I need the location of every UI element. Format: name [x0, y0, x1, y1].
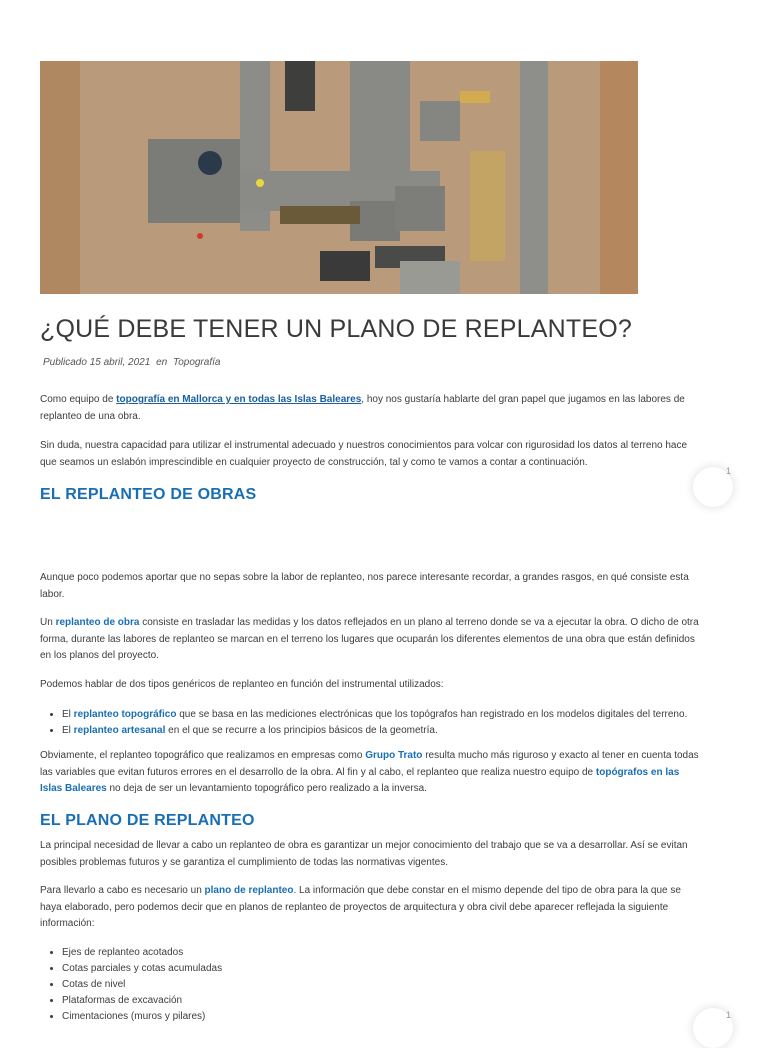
list-item: • Cotas parciales y cotas acumuladas: [62, 961, 742, 977]
section2-paragraph-2: [40, 883, 700, 933]
text: El: [62, 725, 74, 736]
replanteo-topografico-link[interactable]: replanteo topográfico: [73, 709, 177, 720]
text: Obviamente, el replanteo topográfico que realizamos en empresas como: [40, 750, 366, 761]
section2-paragraph-1: La principal necesidad de llevar a cabo un replanteo de obra es garantizar un mejor conocimiento del trabajo que se va a desarrollar. Así se evitan posibles problemas futuros y se garantiza el cumplimiento de todas las normativas vigentes.: [40, 840, 688, 868]
category-link[interactable]: Topografía: [173, 357, 221, 368]
text: , hoy nos gustaría hablarte del gran papel que jugamos en las labores de replanteo de una obra.: [40, 394, 685, 422]
section1-paragraph-4: [40, 748, 700, 798]
text: El: [62, 709, 74, 720]
topografos-baleares-link[interactable]: topógrafos en las Islas Baleares: [40, 766, 680, 794]
list-item: • Ejes de replanteo acotados: [62, 945, 742, 961]
list-item: • Plataformas de excavación: [62, 993, 742, 1009]
section-heading-plano-replanteo: EL PLANO DE REPLANTEO: [40, 812, 255, 829]
hero-image: [40, 61, 638, 294]
section-heading-replanteo-obras: EL REPLANTEO DE OBRAS: [40, 486, 257, 503]
plano-info-list: [40, 945, 742, 1025]
text: no deja de ser un levantamiento topográfico pero realizado a la inversa.: [106, 783, 427, 794]
published-label: Publicado: [43, 357, 87, 368]
replanteo-types-list: [40, 707, 742, 739]
replanteo-artesanal-link[interactable]: replanteo artesanal: [73, 725, 166, 736]
list-item: [62, 723, 742, 739]
replanteo-obra-link[interactable]: replanteo de obra: [55, 617, 140, 628]
intro-paragraph-2: Sin duda, nuestra capacidad para utilizar el instrumental adecuado y nuestros conocimientos para volcar con rigurosidad los datos al terreno hace que seamos un eslabón imprescindible en cualquier proyecto de construcción, tal y como te vamos a contar a continuación.: [40, 440, 688, 468]
list-item: [62, 707, 742, 723]
text: en el que se recurre a los principios básicos de la geometría.: [165, 725, 438, 736]
list-item: • Cotas de nivel: [62, 977, 742, 993]
published-date: 15 abril, 2021: [89, 357, 151, 368]
construction-site-aerial-photo: [40, 61, 638, 294]
text: Como equipo de: [40, 394, 117, 405]
text: Para llevarlo a cabo es necesario un: [40, 885, 205, 896]
section1-paragraph-1: Aunque poco podemos aportar que no sepas sobre la labor de replanteo, nos parece interesante recordar, a grandes rasgos, en qué consiste esta labor.: [40, 572, 689, 600]
in-label: en: [156, 357, 168, 368]
grupo-trato-link[interactable]: Grupo Trato: [365, 750, 423, 761]
post-meta: [43, 357, 220, 368]
share-count: 1: [726, 1010, 732, 1020]
text: . La información que debe constar en el mismo depende del tipo de obra para la que se haya elaborado, pero podemos decir que en planos de replanteo de proyectos de arquitectura y obra civil debe aparecer reflejada la siguiente información:: [40, 885, 681, 929]
list-item: • Cimentaciones (muros y pilares): [62, 1009, 742, 1025]
topografia-mallorca-link[interactable]: topografía en Mallorca y en todas las Islas Baleares: [116, 394, 362, 405]
text: Un: [40, 617, 56, 628]
section1-paragraph-3: Podemos hablar de dos tipos genéricos de replanteo en función del instrumental utilizados:: [40, 679, 444, 690]
share-count: 1: [726, 466, 732, 476]
text: resulta mucho más riguroso y exacto al tener en cuenta todas las variables que evitan futuros errores en el desarrollo de la obra. Al fin y al cabo, el replanteo que realiza nuestro equipo de: [40, 750, 699, 778]
section1-paragraph-2: [40, 615, 700, 665]
page-title: ¿QUÉ DEBE TENER UN PLANO DE REPLANTEO?: [40, 315, 632, 343]
text: consiste en trasladar las medidas y los datos reflejados en un plano al terreno donde se va a ejecutar la obra. O dicho de otra forma, durante las labores de replanteo se marcan en el terreno los lugares que ocuparán los diferentes elementos de una obra que están definidos en los planos del proyecto.: [40, 617, 699, 661]
intro-paragraph-1: [40, 392, 700, 425]
text: que se basa en las mediciones electrónicas que los topógrafos han registrado en los modelos digitales del terreno.: [176, 709, 688, 720]
plano-replanteo-link[interactable]: plano de replanteo: [204, 885, 294, 896]
